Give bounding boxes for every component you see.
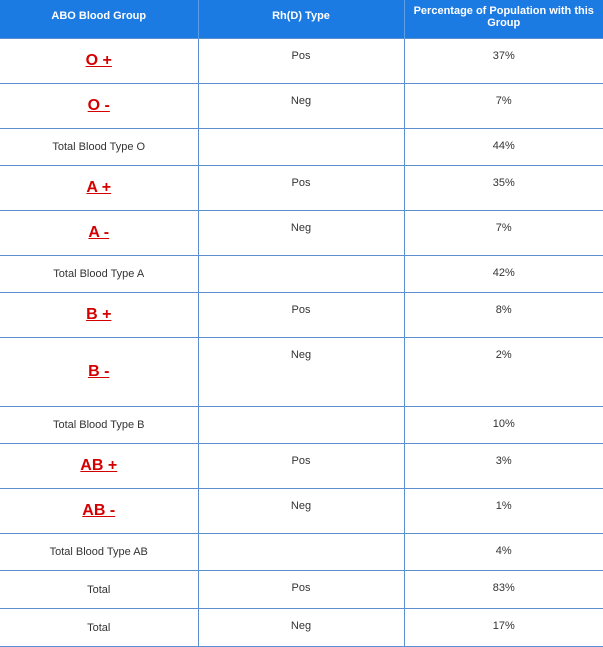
table-row bbox=[0, 609, 603, 647]
table-row bbox=[0, 338, 603, 407]
group-cell bbox=[0, 338, 198, 407]
group-cell bbox=[0, 489, 198, 534]
pct-cell bbox=[404, 571, 603, 609]
header-row bbox=[0, 0, 603, 39]
rh-value bbox=[199, 534, 404, 545]
table-row bbox=[0, 211, 603, 256]
pct-cell bbox=[404, 534, 603, 571]
table-row bbox=[0, 256, 603, 293]
group-cell bbox=[0, 444, 198, 489]
pct-value: 1% bbox=[405, 489, 603, 512]
rh-value: Pos bbox=[199, 293, 404, 316]
rh-cell bbox=[198, 407, 404, 444]
table-row bbox=[0, 166, 603, 211]
group-cell bbox=[0, 211, 198, 256]
header-rh-type-label: Rh(D) Type bbox=[205, 0, 398, 22]
table-row bbox=[0, 84, 603, 129]
table-row bbox=[0, 39, 603, 84]
group-cell bbox=[0, 129, 198, 166]
header-percentage bbox=[404, 0, 603, 39]
pct-cell bbox=[404, 444, 603, 489]
total-label: Total Blood Type AB bbox=[50, 546, 148, 558]
table-row bbox=[0, 293, 603, 338]
blood-group-link-a-neg[interactable]: A - bbox=[88, 224, 109, 241]
pct-value: 8% bbox=[405, 293, 603, 316]
blood-group-link-ab-pos[interactable]: AB + bbox=[80, 457, 117, 474]
rh-value bbox=[199, 129, 404, 140]
rh-cell bbox=[198, 84, 404, 129]
blood-group-link-b-pos[interactable]: B + bbox=[86, 306, 111, 323]
pct-value: 7% bbox=[405, 211, 603, 234]
pct-value: 3% bbox=[405, 444, 603, 467]
pct-value: 37% bbox=[405, 39, 603, 62]
blood-group-link-o-neg[interactable]: O - bbox=[88, 97, 110, 114]
group-cell bbox=[0, 609, 198, 647]
pct-value: 7% bbox=[405, 84, 603, 107]
pct-value: 2% bbox=[405, 338, 603, 361]
header-rh-type bbox=[198, 0, 404, 39]
pct-value: 10% bbox=[405, 407, 603, 430]
blood-group-link-ab-neg[interactable]: AB - bbox=[82, 502, 115, 519]
rh-value: Neg bbox=[199, 338, 404, 361]
group-cell bbox=[0, 571, 198, 609]
group-cell bbox=[0, 39, 198, 84]
rh-value: Pos bbox=[199, 166, 404, 189]
rh-value: Neg bbox=[199, 211, 404, 234]
table-row bbox=[0, 571, 603, 609]
rh-value: Pos bbox=[199, 571, 404, 594]
rh-value: Pos bbox=[199, 444, 404, 467]
rh-cell bbox=[198, 39, 404, 84]
blood-group-link-a-pos[interactable]: A + bbox=[86, 179, 111, 196]
pct-cell bbox=[404, 84, 603, 129]
pct-value: 35% bbox=[405, 166, 603, 189]
pct-cell bbox=[404, 489, 603, 534]
pct-cell bbox=[404, 293, 603, 338]
pct-value: 42% bbox=[405, 256, 603, 279]
rh-cell bbox=[198, 256, 404, 293]
pct-cell bbox=[404, 39, 603, 84]
rh-value: Pos bbox=[199, 39, 404, 62]
blood-group-link-b-neg[interactable]: B - bbox=[88, 363, 109, 380]
rh-value: Neg bbox=[199, 84, 404, 107]
pct-cell bbox=[404, 407, 603, 444]
total-label: Total bbox=[87, 584, 110, 596]
group-cell bbox=[0, 293, 198, 338]
rh-value bbox=[199, 256, 404, 267]
group-cell bbox=[0, 534, 198, 571]
total-label: Total bbox=[87, 622, 110, 634]
rh-value bbox=[199, 407, 404, 418]
table-row bbox=[0, 444, 603, 489]
table-row bbox=[0, 534, 603, 571]
group-cell bbox=[0, 407, 198, 444]
rh-cell bbox=[198, 338, 404, 407]
rh-cell bbox=[198, 211, 404, 256]
rh-cell bbox=[198, 609, 404, 647]
rh-cell bbox=[198, 489, 404, 534]
group-cell bbox=[0, 256, 198, 293]
rh-cell bbox=[198, 166, 404, 211]
pct-value: 83% bbox=[405, 571, 603, 594]
rh-cell bbox=[198, 129, 404, 166]
pct-cell bbox=[404, 338, 603, 407]
pct-cell bbox=[404, 609, 603, 647]
total-label: Total Blood Type B bbox=[53, 419, 145, 431]
table-row bbox=[0, 407, 603, 444]
pct-cell bbox=[404, 166, 603, 211]
group-cell bbox=[0, 166, 198, 211]
pct-cell bbox=[404, 129, 603, 166]
rh-cell bbox=[198, 571, 404, 609]
total-label: Total Blood Type O bbox=[52, 141, 145, 153]
group-cell bbox=[0, 84, 198, 129]
pct-cell bbox=[404, 211, 603, 256]
pct-value: 44% bbox=[405, 129, 603, 152]
total-label: Total Blood Type A bbox=[53, 268, 144, 280]
pct-value: 17% bbox=[405, 609, 603, 632]
pct-cell bbox=[404, 256, 603, 293]
rh-cell bbox=[198, 293, 404, 338]
header-abo-group bbox=[0, 0, 198, 39]
header-abo-group-label: ABO Blood Group bbox=[6, 0, 192, 22]
blood-group-link-o-pos[interactable]: O + bbox=[86, 52, 112, 69]
rh-value: Neg bbox=[199, 609, 404, 632]
table-row bbox=[0, 489, 603, 534]
rh-cell bbox=[198, 534, 404, 571]
rh-value: Neg bbox=[199, 489, 404, 512]
pct-value: 4% bbox=[405, 534, 603, 557]
header-percentage-label: Percentage of Population with this Group bbox=[411, 0, 598, 29]
rh-cell bbox=[198, 444, 404, 489]
table-row bbox=[0, 129, 603, 166]
